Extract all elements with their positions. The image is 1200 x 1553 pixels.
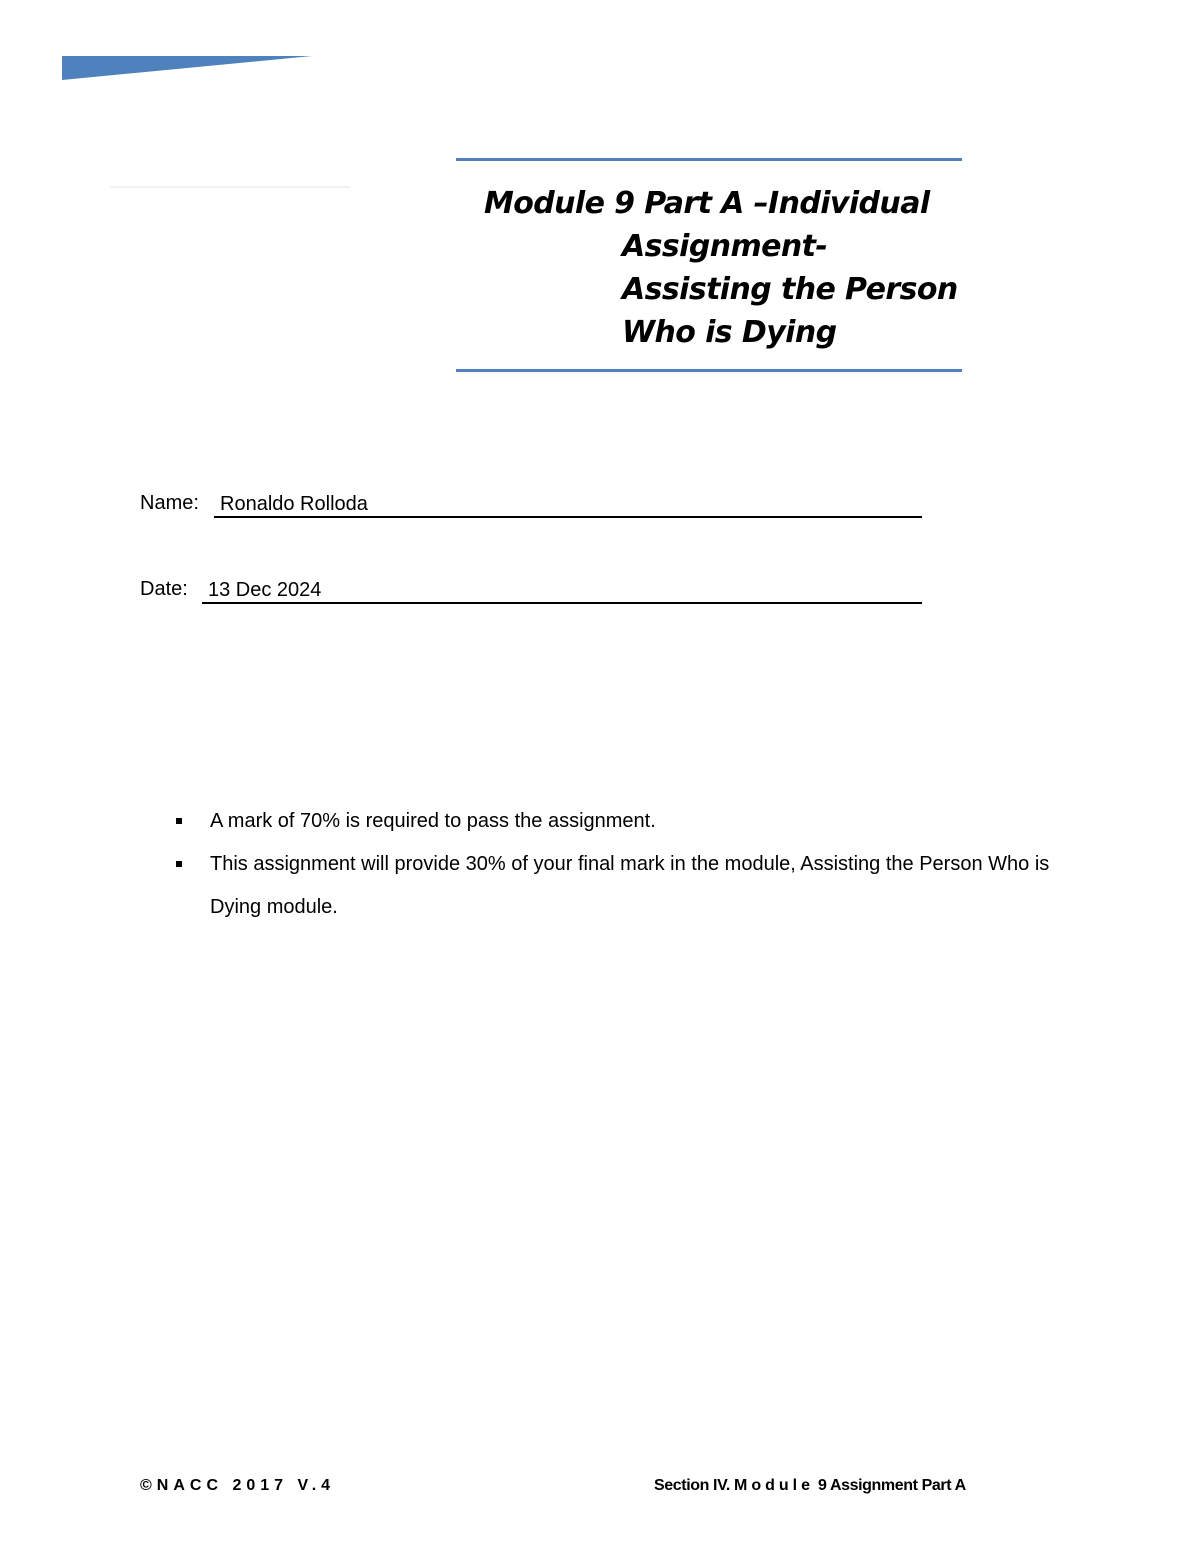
title-line-1: Module 9 Part A –Individual xyxy=(484,186,930,221)
name-field xyxy=(140,492,922,516)
list-item xyxy=(172,800,1072,843)
date-label: Date: xyxy=(140,578,188,600)
date-field xyxy=(140,578,922,602)
title-line-4: Who is Dying xyxy=(622,315,837,350)
bullet-square-icon xyxy=(176,818,182,824)
footer-section-prefix: Section IV. xyxy=(654,1477,730,1494)
name-label: Name: xyxy=(140,492,199,514)
title-top-rule xyxy=(456,158,962,161)
header-banner-shape xyxy=(62,56,312,82)
requirements-list xyxy=(172,800,1072,929)
footer-section xyxy=(654,1477,966,1495)
bullet-square-icon xyxy=(176,861,182,867)
list-item xyxy=(172,843,1072,929)
requirement-text-2: This assignment will provide 30% of your final mark in the module, Assisting the Person Who is Dying module. xyxy=(210,853,1050,918)
footer-section-module: Module xyxy=(733,1477,814,1494)
faint-divider xyxy=(110,186,350,188)
title-line-2: Assignment- xyxy=(622,229,828,264)
name-value: Ronaldo Rolloda xyxy=(214,492,922,518)
page-title xyxy=(484,182,958,354)
requirement-text-1: A mark of 70% is required to pass the assignment. xyxy=(210,810,656,832)
title-bottom-rule xyxy=(456,369,962,372)
date-value: 13 Dec 2024 xyxy=(202,578,922,604)
footer-section-suffix: 9 Assignment Part A xyxy=(818,1477,966,1494)
title-line-3: Assisting the Person xyxy=(622,272,958,307)
footer-copyright: ©NACC 2017 V.4 xyxy=(140,1477,336,1494)
